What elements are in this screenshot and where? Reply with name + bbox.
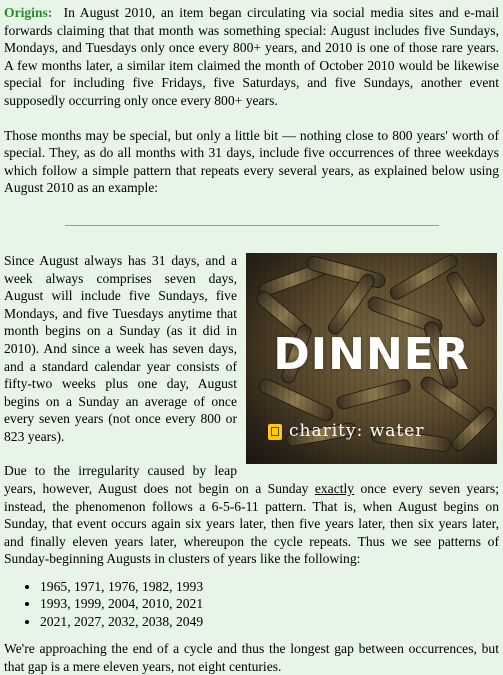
origins-paragraph-3: Since August always has 31 days, and a week always comprises seven days, August will include five Sundays, five Mondays, and five Tuesdays anytime that month begins on a Sunday (as it did in 2010). And since a week has seven days, and a standard calendar year consists of fifty-two weeks plus one day, August begins on a Sunday an average of once every seven years (not once every 800 or 823 years). [4,252,237,444]
paragraph-gap [4,110,499,127]
list-item: • 1965, 1971, 1976, 1982, 1993 [40,578,499,595]
year-cluster-list [4,578,499,630]
ad-title: DINNER [273,328,470,380]
paragraph-4-part-2: once every seven years; instead, the phenomenon follows a 6-5-6-11 pattern. That is, when August begins on Sunday, that event occurs again six years later, then five years later, then six years later, and finally eleven years later, whereupon the cycle repeats. Thus we see patterns of Sunday-beginning Augusts in clusters of years like the following: [4,481,499,567]
origins-label: Origins: [4,5,53,20]
ad-brand-text: charity: water [289,420,425,441]
origins-paragraph-1 [4,4,499,110]
origins-paragraph-1-text: In August 2010, an item began circulating via social media sites and e-mail forwards claiming that that month was something special: August includes five Sundays, Mondays, and Tuesdays only once every 800+ years, and 2010 is one of those rare years. A few months later, a similar item claimed the month of October 2010 would be likewise special for including five Fridays, five Saturdays, and five Sundays, another event supposedly occurring only once every 800+ years. [4,5,499,108]
ad-brand [268,420,425,441]
origins-paragraph-5: We're approaching the end of a cycle and thus the longest gap between occurrences, but that gap is a mere eleven years, not eight centuries. [4,641,499,674]
origins-paragraph-4 [4,462,499,568]
origins-paragraph-2: Those months may be special, but only a little bit — nothing close to 800 years' worth of special. They, as do all months with 31 days, include five occurrences of three weekdays which follow a simple pattern that repeats every several years, as explained below using August 2010 as an example: [4,127,499,196]
charity-water-ad-image[interactable] [246,253,497,464]
list-item: • 1993, 1999, 2004, 2010, 2021 [40,595,499,612]
jerrycan-logo-icon [268,424,282,440]
divider-rule [65,225,439,226]
paragraph-4-part-1: Due to the irregularity caused by leap years, however, August does not begin on a Sunday [4,463,315,497]
list-item: • 2021, 2027, 2032, 2038, 2049 [40,613,499,630]
exactly-emphasis: exactly [314,481,355,497]
